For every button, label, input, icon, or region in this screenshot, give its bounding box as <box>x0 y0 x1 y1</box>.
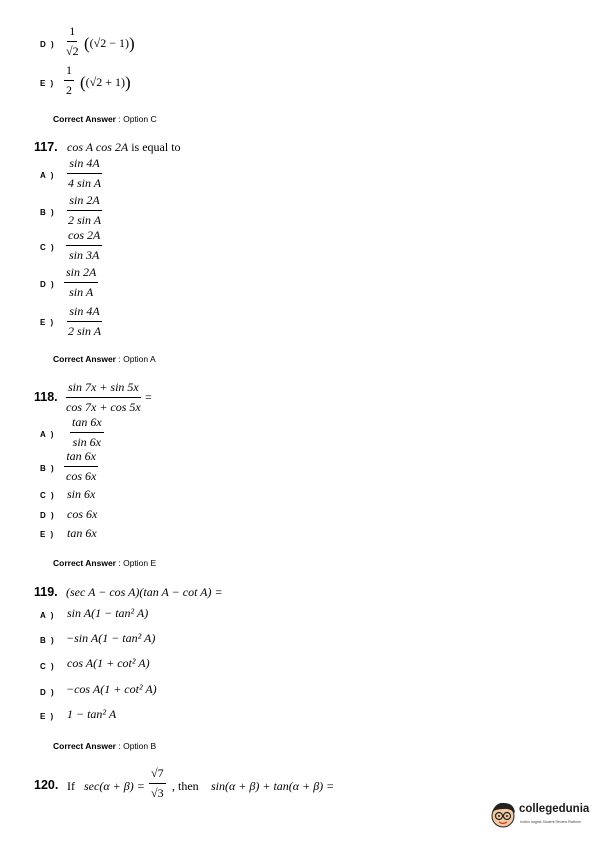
option-label-e: E ) <box>40 79 55 88</box>
option-label-e: E ) <box>40 318 55 327</box>
question-number-118: 118. <box>34 390 58 404</box>
option-label-b: B ) <box>40 464 56 473</box>
option-label-b: B ) <box>40 208 56 217</box>
option-label-c: C ) <box>40 662 56 671</box>
option-label-d: D ) <box>40 688 56 697</box>
collegedunia-mascot-icon <box>488 800 518 830</box>
correct-answer-117: Correct Answer : Option A <box>53 354 156 364</box>
q118-option-a: $\frac{\tan 6x}{\sin 6x}$ <box>72 415 102 449</box>
question-number-117: 117. <box>34 140 58 154</box>
q118-option-c: sin 6x <box>67 487 96 501</box>
correct-answer-119: Correct Answer : Option B <box>53 741 157 751</box>
option-label-c: C ) <box>40 491 56 500</box>
option-label-c: C ) <box>40 243 56 252</box>
option-label-b: B ) <box>40 636 56 645</box>
option-label-a: A ) <box>40 171 55 180</box>
q117-option-c: $\frac{\cos 2A}{\sin 3A}$ <box>68 228 101 262</box>
q119-option-e: 1 − tan² A <box>67 707 117 721</box>
q119-option-c: cos A(1 + cot² A) <box>67 656 150 670</box>
option-label-d: D ) <box>40 511 56 520</box>
question-120-then: , then <box>172 779 199 793</box>
option-label-d: D ) <box>40 280 56 289</box>
prev-option-e-coefficient: $\frac{1}{2}$ <box>66 63 72 97</box>
question-number-119: 119. <box>34 585 58 599</box>
question-120-fraction: $\frac{√7}{√3}$ <box>151 766 164 800</box>
q119-option-d: −cos A(1 + cot² A) <box>66 682 157 696</box>
option-label-a: A ) <box>40 611 55 620</box>
question-120-lhs: sec(α + β) = <box>84 779 145 793</box>
question-119-stem: (sec A − cos A)(tan A − cot A) = <box>66 585 223 599</box>
question-120-rhs: sin(α + β) + tan(α + β) = <box>211 779 335 793</box>
prev-option-e-expression: ((√2 + 1)) <box>80 73 131 92</box>
q118-option-e: tan 6x <box>67 526 97 540</box>
question-number-120: 120. <box>34 778 59 792</box>
logo-name: collegedunia <box>519 803 590 815</box>
question-118-stem: $\frac{\sin 7x + \sin 5x}{\cos 7x + \cos 5x}$ <box>66 380 141 414</box>
prev-option-d-expression: ((√2 − 1)) <box>84 34 135 53</box>
q119-option-a: sin A(1 − tan² A) <box>67 606 149 620</box>
logo-tagline: India's largest Student Review Platform <box>520 820 581 824</box>
prev-option-d-coefficient: $\frac{1}{√2}$ <box>66 24 79 58</box>
q117-option-e: $\frac{\sin 4A}{\text{2 sin A}}$ <box>68 304 102 338</box>
q119-option-b: −sin A(1 − tan² A) <box>66 631 156 645</box>
q118-option-d: cos 6x <box>67 507 98 521</box>
correct-answer-118: Correct Answer : Option E <box>53 558 157 568</box>
option-label-d: D ) <box>40 40 56 49</box>
option-label-e: E ) <box>40 712 55 721</box>
question-120-if: If <box>67 779 75 793</box>
option-label-e: E ) <box>40 530 55 539</box>
q117-option-d: $\frac{\sin 2A}{\text{sin A}}$ <box>66 265 97 299</box>
question-118-equals: = <box>145 390 152 404</box>
q117-option-a: $\frac{\sin 4A}{\text{4 sin A}}$ <box>68 156 102 190</box>
q117-option-b: $\frac{\sin 2A}{\text{2 sin A}}$ <box>68 193 102 227</box>
q118-option-b: $\frac{\tan 6x}{\cos 6x}$ <box>66 449 97 483</box>
option-label-a: A ) <box>40 430 55 439</box>
correct-answer-prev: Correct Answer : Option C <box>53 114 157 124</box>
question-117-stem: cos A cos 2A is equal to <box>67 140 181 154</box>
